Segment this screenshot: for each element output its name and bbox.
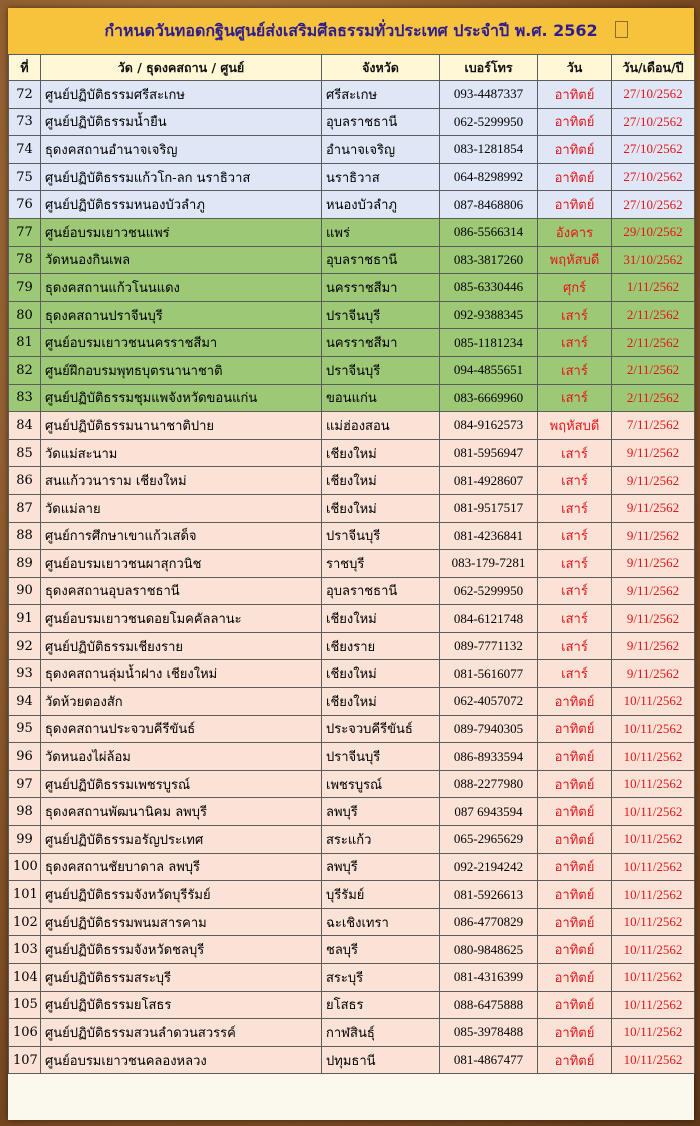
phone-number-cell: 086-5566314 [440,218,538,246]
place-name-cell: ศูนย์ปฏิบัติธรรมสระบุรี [41,964,322,992]
phone-number-cell: 087 6943594 [440,798,538,826]
phone-number-cell: 088-6475888 [440,991,538,1019]
table-row [9,467,695,495]
kathina-date-cell: 9/11/2562 [612,605,695,633]
kathina-date-cell: 1/11/2562 [612,274,695,302]
phone-number-cell: 084-6121748 [440,605,538,633]
table-row [9,356,695,384]
weekday-cell: พฤหัสบดี [538,412,612,440]
province-cell: เชียงใหม่ [322,494,440,522]
row-number-cell: 86 [9,467,41,495]
table-row [9,301,695,329]
weekday-cell: อาทิตย์ [538,770,612,798]
phone-number-cell: 080-9848625 [440,936,538,964]
place-name-cell: วัดหนองกินเพล [41,246,322,274]
kathina-date-cell: 10/11/2562 [612,770,695,798]
weekday-cell: อาทิตย์ [538,936,612,964]
weekday-cell: อาทิตย์ [538,908,612,936]
phone-number-cell: 065-2965629 [440,826,538,854]
weekday-cell: เสาร์ [538,522,612,550]
row-number-cell: 76 [9,191,41,219]
place-name-cell: ศูนย์อบรมเยาวชนแพร่ [41,218,322,246]
weekday-cell: เสาร์ [538,329,612,357]
table-row [9,191,695,219]
row-number-cell: 82 [9,356,41,384]
province-cell: ปทุมธานี [322,1046,440,1074]
place-name-cell: ศูนย์ปฏิบัติธรรมนานาชาติปาย [41,412,322,440]
place-name-cell: ศูนย์ปฏิบัติธรรมเพชรบูรณ์ [41,770,322,798]
phone-number-cell: 085-1181234 [440,329,538,357]
place-name-cell: ศูนย์อบรมเยาวชนนครราชสีมา [41,329,322,357]
kathina-date-cell: 9/11/2562 [612,522,695,550]
place-name-cell: ศูนย์ปฏิบัติธรรมชุมแพจังหวัดขอนแก่น [41,384,322,412]
row-number-cell: 83 [9,384,41,412]
kathina-date-cell: 9/11/2562 [612,632,695,660]
row-number-cell: 74 [9,136,41,164]
province-cell: ศรีสะเกษ [322,81,440,109]
table-row [9,246,695,274]
weekday-cell: อาทิตย์ [538,108,612,136]
table-row [9,163,695,191]
weekday-cell: เสาร์ [538,494,612,522]
weekday-cell: อังคาร [538,218,612,246]
weekday-cell: อาทิตย์ [538,136,612,164]
header-place: วัด / ธุดงคสถาน / ศูนย์ [41,55,322,81]
phone-number-cell: 081-5926613 [440,881,538,909]
province-cell: ปราจีนบุรี [322,522,440,550]
weekday-cell: อาทิตย์ [538,1046,612,1074]
province-cell: นครราชสีมา [322,329,440,357]
phone-number-cell: 064-8298992 [440,163,538,191]
table-row [9,605,695,633]
place-name-cell: ศูนย์ปฏิบัติธรรมอรัญประเทศ [41,826,322,854]
place-name-cell: ศูนย์ปฏิบัติธรรมศรีสะเกษ [41,81,322,109]
province-cell: เพชรบูรณ์ [322,770,440,798]
place-name-cell: ศูนย์อบรมเยาวชนดอยโมคคัลลานะ [41,605,322,633]
province-cell: บุรีรัมย์ [322,881,440,909]
province-cell: ลพบุรี [322,798,440,826]
phone-number-cell: 092-2194242 [440,853,538,881]
row-number-cell: 75 [9,163,41,191]
province-cell: สระแก้ว [322,826,440,854]
province-cell: เชียงใหม่ [322,660,440,688]
phone-number-cell: 083-179-7281 [440,550,538,578]
place-name-cell: ศูนย์ปฏิบัติธรรมน้ำยืน [41,108,322,136]
table-row [9,632,695,660]
province-cell: เชียงใหม่ [322,467,440,495]
row-number-cell: 78 [9,246,41,274]
kathina-date-cell: 10/11/2562 [612,715,695,743]
province-cell: แพร่ [322,218,440,246]
table-row [9,108,695,136]
province-cell: ปราจีนบุรี [322,301,440,329]
table-row [9,798,695,826]
header-phone: เบอร์โทร [440,55,538,81]
row-number-cell: 88 [9,522,41,550]
header-date: วัน/เดือน/ปี [612,55,695,81]
table-row [9,412,695,440]
province-cell: เชียงใหม่ [322,439,440,467]
province-cell: นครราชสีมา [322,274,440,302]
page-title: กำหนดวันทอดกฐินศูนย์ส่งเสริมศีลธรรมทั่วประเทศ ประจำปี พ.ศ. 2562 [104,20,598,40]
province-cell: ปราจีนบุรี [322,743,440,771]
table-row [9,329,695,357]
table-row [9,522,695,550]
row-number-cell: 84 [9,412,41,440]
place-name-cell: ศูนย์ปฏิบัติธรรมเชียงราย [41,632,322,660]
phone-number-cell: 081-9517517 [440,494,538,522]
phone-number-cell: 086-8933594 [440,743,538,771]
weekday-cell: เสาร์ [538,356,612,384]
weekday-cell: อาทิตย์ [538,715,612,743]
phone-number-cell: 086-4770829 [440,908,538,936]
phone-number-cell: 081-5616077 [440,660,538,688]
phone-number-cell: 081-4316399 [440,964,538,992]
row-number-cell: 77 [9,218,41,246]
place-name-cell: ศูนย์ปฏิบัติธรรมยโสธร [41,991,322,1019]
table-row [9,881,695,909]
weekday-cell: อาทิตย์ [538,991,612,1019]
kathina-date-cell: 2/11/2562 [612,384,695,412]
table-row [9,136,695,164]
row-number-cell: 90 [9,577,41,605]
place-name-cell: ศูนย์ปฏิบัติธรรมจังหวัดชลบุรี [41,936,322,964]
table-row [9,550,695,578]
place-name-cell: ธุดงคสถานปราจีนบุรี [41,301,322,329]
row-number-cell: 80 [9,301,41,329]
phone-number-cell: 083-1281854 [440,136,538,164]
table-row [9,1019,695,1047]
province-cell: อุบลราชธานี [322,108,440,136]
kathina-date-cell: 9/11/2562 [612,467,695,495]
phone-number-cell: 084-9162573 [440,412,538,440]
phone-number-cell: 089-7771132 [440,632,538,660]
weekday-cell: อาทิตย์ [538,881,612,909]
table-header-row [9,55,695,81]
row-number-cell: 102 [9,908,41,936]
province-cell: เชียงใหม่ [322,688,440,716]
place-name-cell: ธุดงคสถานอำนาจเจริญ [41,136,322,164]
kathina-date-cell: 10/11/2562 [612,991,695,1019]
kathina-date-cell: 7/11/2562 [612,412,695,440]
table-row [9,274,695,302]
table-row [9,494,695,522]
weekday-cell: อาทิตย์ [538,1019,612,1047]
place-name-cell: ศูนย์ปฏิบัติธรรมพนมสารคาม [41,908,322,936]
province-cell: อุบลราชธานี [322,246,440,274]
phone-number-cell: 081-4236841 [440,522,538,550]
kathina-schedule-table [8,54,695,1074]
place-name-cell: ธุดงคสถานประจวบคีรีขันธ์ [41,715,322,743]
row-number-cell: 89 [9,550,41,578]
weekday-cell: อาทิตย์ [538,81,612,109]
table-row [9,1046,695,1074]
province-cell: ขอนแก่น [322,384,440,412]
phone-number-cell: 062-5299950 [440,108,538,136]
kathina-date-cell: 27/10/2562 [612,163,695,191]
row-number-cell: 103 [9,936,41,964]
row-number-cell: 104 [9,964,41,992]
weekday-cell: เสาร์ [538,660,612,688]
phone-number-cell: 085-3978488 [440,1019,538,1047]
kathina-date-cell: 27/10/2562 [612,136,695,164]
row-number-cell: 73 [9,108,41,136]
table-row [9,991,695,1019]
phone-number-cell: 081-4928607 [440,467,538,495]
weekday-cell: อาทิตย์ [538,826,612,854]
kathina-date-cell: 27/10/2562 [612,191,695,219]
table-row [9,964,695,992]
row-number-cell: 97 [9,770,41,798]
table-row [9,826,695,854]
kathina-date-cell: 10/11/2562 [612,1019,695,1047]
table-row [9,743,695,771]
weekday-cell: เสาร์ [538,467,612,495]
phone-number-cell: 092-9388345 [440,301,538,329]
province-cell: สระบุรี [322,964,440,992]
place-name-cell: ศูนย์ปฏิบัติธรรมสวนลำดวนสวรรค์ [41,1019,322,1047]
weekday-cell: เสาร์ [538,384,612,412]
phone-number-cell: 093-4487337 [440,81,538,109]
kathina-date-cell: 2/11/2562 [612,356,695,384]
title-bar [8,8,694,56]
header-number: ที่ [9,55,41,81]
row-number-cell: 101 [9,881,41,909]
phone-number-cell: 081-5956947 [440,439,538,467]
kathina-date-cell: 10/11/2562 [612,826,695,854]
row-number-cell: 100 [9,853,41,881]
phone-number-cell: 081-4867477 [440,1046,538,1074]
table-row [9,439,695,467]
row-number-cell: 92 [9,632,41,660]
weekday-cell: อาทิตย์ [538,964,612,992]
place-name-cell: ศูนย์อบรมเยาวชนคลองหลวง [41,1046,322,1074]
kathina-date-cell: 10/11/2562 [612,743,695,771]
province-cell: เชียงราย [322,632,440,660]
kathina-date-cell: 10/11/2562 [612,936,695,964]
weekday-cell: อาทิตย์ [538,743,612,771]
place-name-cell: วัดห้วยตองสัก [41,688,322,716]
province-cell: อำนาจเจริญ [322,136,440,164]
table-row [9,688,695,716]
kathina-date-cell: 31/10/2562 [612,246,695,274]
province-cell: กาฬสินธุ์ [322,1019,440,1047]
weekday-cell: พฤหัสบดี [538,246,612,274]
phone-number-cell: 083-6669960 [440,384,538,412]
place-name-cell: ธุดงคสถานอุบลราชธานี [41,577,322,605]
kathina-date-cell: 9/11/2562 [612,494,695,522]
weekday-cell: ศุกร์ [538,274,612,302]
place-name-cell: สนแก้ววนาราม เชียงใหม่ [41,467,322,495]
phone-number-cell: 083-3817260 [440,246,538,274]
row-number-cell: 107 [9,1046,41,1074]
place-name-cell: วัดแม่ลาย [41,494,322,522]
row-number-cell: 81 [9,329,41,357]
kathina-date-cell: 10/11/2562 [612,908,695,936]
kathina-date-cell: 9/11/2562 [612,660,695,688]
row-number-cell: 95 [9,715,41,743]
placeholder-box-icon [615,21,628,38]
kathina-date-cell: 9/11/2562 [612,439,695,467]
weekday-cell: เสาร์ [538,550,612,578]
kathina-date-cell: 27/10/2562 [612,81,695,109]
table-row [9,936,695,964]
phone-number-cell: 088-2277980 [440,770,538,798]
place-name-cell: ธุดงคสถานชัยบาดาล ลพบุรี [41,853,322,881]
place-name-cell: ธุดงคสถานแก้วโนนแดง [41,274,322,302]
kathina-date-cell: 10/11/2562 [612,688,695,716]
row-number-cell: 85 [9,439,41,467]
place-name-cell: ศูนย์ปฏิบัติธรรมหนองบัวลำภู [41,191,322,219]
weekday-cell: เสาร์ [538,577,612,605]
weekday-cell: อาทิตย์ [538,798,612,826]
place-name-cell: ศูนย์อบรมเยาวชนผาสุกวนิช [41,550,322,578]
weekday-cell: อาทิตย์ [538,163,612,191]
kathina-date-cell: 2/11/2562 [612,301,695,329]
province-cell: อุบลราชธานี [322,577,440,605]
schedule-sheet [8,8,694,1120]
province-cell: นราธิวาส [322,163,440,191]
table-row [9,660,695,688]
weekday-cell: เสาร์ [538,439,612,467]
place-name-cell: วัดแม่สะนาม [41,439,322,467]
place-name-cell: ศูนย์ปฏิบัติธรรมแก้วโก-ลก นราธิวาส [41,163,322,191]
table-row [9,577,695,605]
province-cell: เชียงใหม่ [322,605,440,633]
province-cell: ปราจีนบุรี [322,356,440,384]
row-number-cell: 93 [9,660,41,688]
phone-number-cell: 085-6330446 [440,274,538,302]
table-row [9,384,695,412]
row-number-cell: 91 [9,605,41,633]
table-row [9,715,695,743]
weekday-cell: อาทิตย์ [538,853,612,881]
weekday-cell: อาทิตย์ [538,191,612,219]
weekday-cell: อาทิตย์ [538,688,612,716]
province-cell: ลพบุรี [322,853,440,881]
weekday-cell: เสาร์ [538,632,612,660]
table-row [9,770,695,798]
table-row [9,218,695,246]
kathina-date-cell: 10/11/2562 [612,964,695,992]
row-number-cell: 79 [9,274,41,302]
kathina-date-cell: 9/11/2562 [612,550,695,578]
kathina-date-cell: 10/11/2562 [612,798,695,826]
phone-number-cell: 089-7940305 [440,715,538,743]
row-number-cell: 105 [9,991,41,1019]
kathina-date-cell: 10/11/2562 [612,853,695,881]
province-cell: ราชบุรี [322,550,440,578]
weekday-cell: เสาร์ [538,605,612,633]
province-cell: ฉะเชิงเทรา [322,908,440,936]
row-number-cell: 98 [9,798,41,826]
kathina-date-cell: 10/11/2562 [612,881,695,909]
kathina-date-cell: 2/11/2562 [612,329,695,357]
kathina-date-cell: 29/10/2562 [612,218,695,246]
table-row [9,853,695,881]
row-number-cell: 106 [9,1019,41,1047]
weekday-cell: เสาร์ [538,301,612,329]
row-number-cell: 96 [9,743,41,771]
place-name-cell: ศูนย์ฝึกอบรมพุทธบุตรนานาชาติ [41,356,322,384]
table-row [9,908,695,936]
kathina-date-cell: 9/11/2562 [612,577,695,605]
place-name-cell: ธุดงคสถานลุ่มน้ำฝาง เชียงใหม่ [41,660,322,688]
province-cell: ยโสธร [322,991,440,1019]
place-name-cell: ศูนย์การศึกษาเขาแก้วเสด็จ [41,522,322,550]
province-cell: แม่ฮ่องสอน [322,412,440,440]
province-cell: ประจวบคีรีขันธ์ [322,715,440,743]
header-province: จังหวัด [322,55,440,81]
header-day: วัน [538,55,612,81]
province-cell: ชลบุรี [322,936,440,964]
phone-number-cell: 094-4855651 [440,356,538,384]
phone-number-cell: 087-8468806 [440,191,538,219]
phone-number-cell: 062-5299950 [440,577,538,605]
row-number-cell: 72 [9,81,41,109]
kathina-date-cell: 27/10/2562 [612,108,695,136]
phone-number-cell: 062-4057072 [440,688,538,716]
place-name-cell: ธุดงคสถานพัฒนานิคม ลพบุรี [41,798,322,826]
kathina-date-cell: 10/11/2562 [612,1046,695,1074]
row-number-cell: 87 [9,494,41,522]
table-row [9,81,695,109]
place-name-cell: ศูนย์ปฏิบัติธรรมจังหวัดบุรีรัมย์ [41,881,322,909]
row-number-cell: 99 [9,826,41,854]
province-cell: หนองบัวลำภู [322,191,440,219]
place-name-cell: วัดหนองไผ่ล้อม [41,743,322,771]
row-number-cell: 94 [9,688,41,716]
